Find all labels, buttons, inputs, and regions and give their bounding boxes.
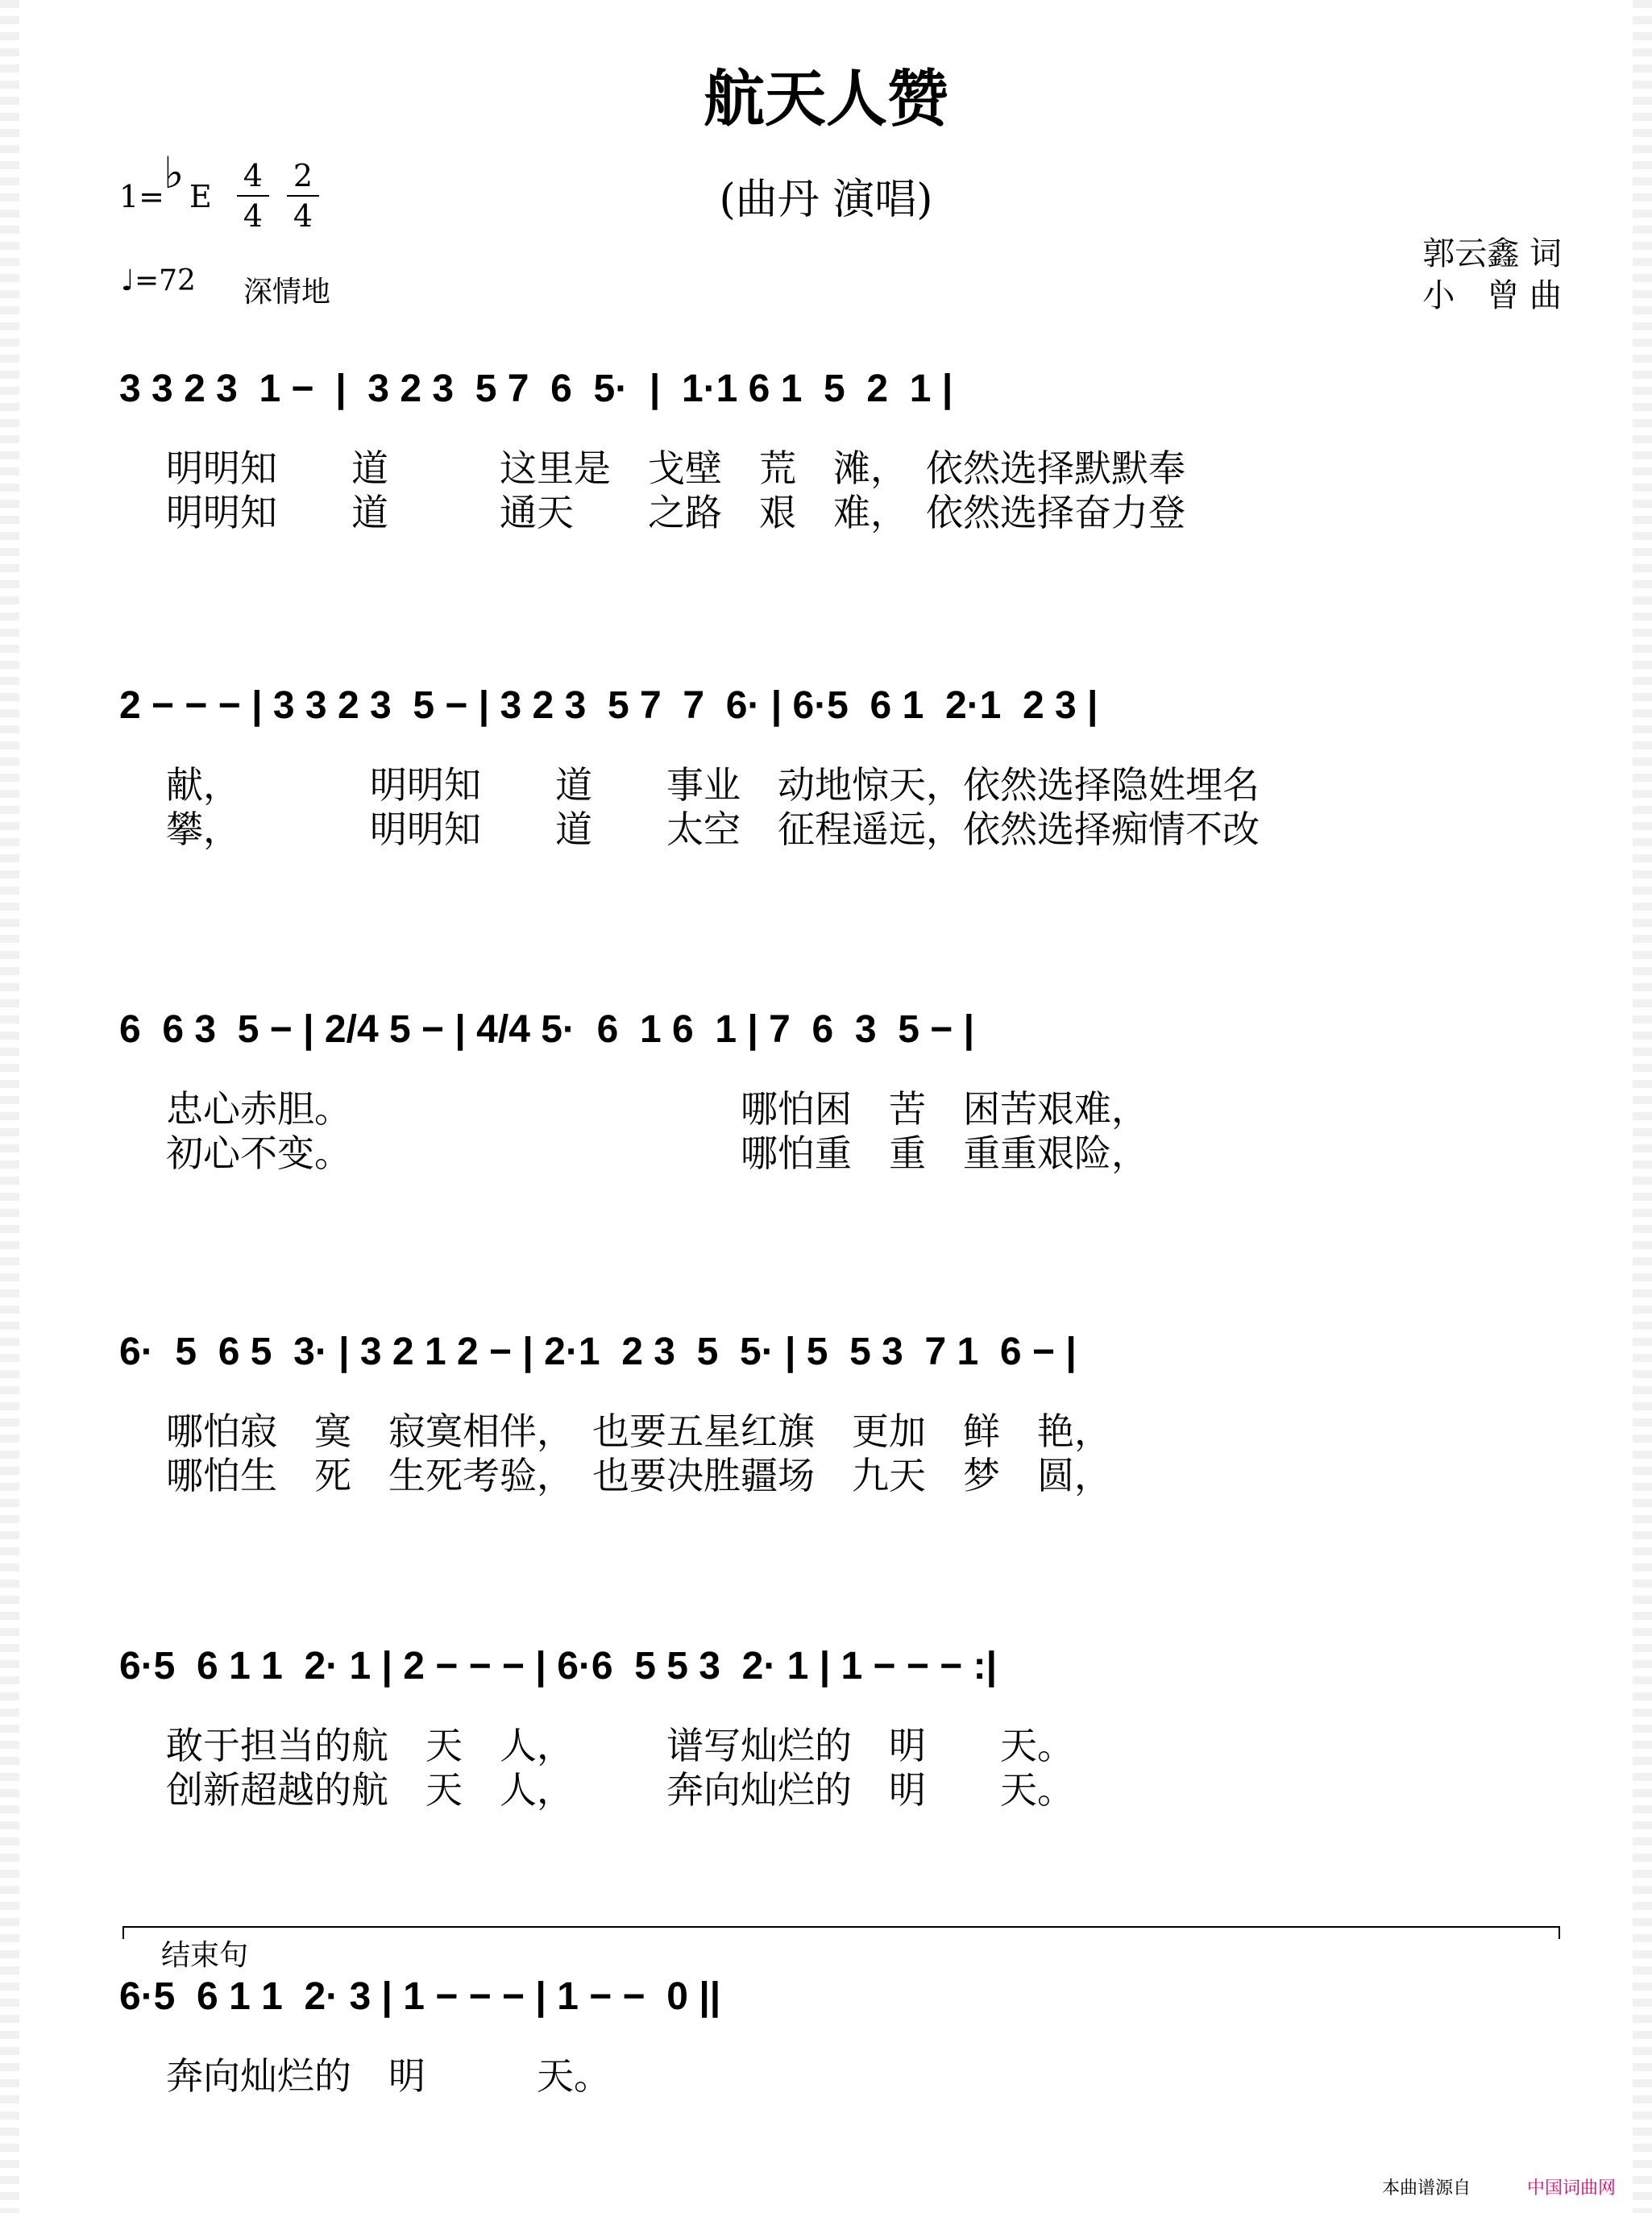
lyrics-verse-1: 献， 明明知 道 事业 动地惊天，依然选择隐姓埋名 (166, 763, 1260, 807)
notation-line: 6·5 6 1 1 2· 3 | 1 − − − | 1 − − 0 || (119, 1975, 721, 2018)
tempo-marking: ♩=72 (121, 264, 196, 297)
quarter-note-icon: ♩ (121, 264, 135, 297)
time-signature-2-4: 2 4 (287, 158, 319, 234)
section-bracket (122, 1926, 1560, 1939)
expression-marking: 深情地 (243, 276, 331, 309)
lyrics-verse-2: 哪怕生 死 生死考验， 也要决胜疆场 九天 梦 圆， (166, 1454, 1111, 1497)
notation-line: 6 6 3 5 − | 2/4 5 − | 4/4 5· 6 1 6 1 | 7 6 3 5 − | (119, 1008, 975, 1051)
composer-credit: 小 曾 曲 (1422, 277, 1562, 314)
key-letter: E (189, 179, 212, 214)
key-prefix: 1= (119, 179, 165, 214)
source-note: 本曲谱源自 (1382, 2178, 1471, 2198)
notation-line: 2 − − − | 3 3 2 3 5 − | 3 2 3 5 7 7 6· | 6·5 6 1 2·1 2 3 | (119, 684, 1098, 727)
lyrics-verse-1: 明明知 道 这里是 戈壁 荒 滩， 依然选择默默奉 (166, 446, 1185, 490)
lyrics-verse-1: 忠心赤胆。 哪怕困 苦 困苦艰难， (166, 1087, 1148, 1131)
time-signature-4-4: 4 4 (237, 158, 269, 234)
lyrics-verse-2: 明明知 道 通天 之路 艰 难， 依然选择奋力登 (166, 491, 1185, 534)
flat-sign-icon: ♭ (164, 147, 185, 198)
lyrics-verse-1: 敢于担当的航 天 人， 谱写灿烂的 明 天。 (166, 1724, 1074, 1767)
lyrics-verse-2: 初心不变。 哪怕重 重 重重艰险， (166, 1131, 1148, 1175)
lyrics-verse-2: 创新超越的航 天 人， 奔向灿烂的 明 天。 (166, 1768, 1074, 1812)
lyrics-verse-2: 攀， 明明知 道 太空 征程遥远，依然选择痴情不改 (166, 808, 1260, 851)
source-site: 中国词曲网 (1527, 2178, 1617, 2198)
right-margin-strip (1633, 0, 1652, 2213)
singer-credit: (曲丹 演唱) (719, 176, 933, 224)
notation-line: 6·5 6 1 1 2· 1 | 2 − − − | 6·6 5 5 3 2· 1 | 1 − − − :| (119, 1645, 998, 1688)
lyrics-verse-1: 哪怕寂 寞 寂寞相伴， 也要五星红旗 更加 鲜 艳， (166, 1410, 1111, 1453)
lyricist-credit: 郭云鑫 词 (1422, 235, 1562, 272)
notation-line: 6· 5 6 5 3· | 3 2 1 2 − | 2·1 2 3 5 5· | 5 5 3 7 1 6 − | (119, 1331, 1077, 1373)
notation-line: 3 3 2 3 1 − | 3 2 3 5 7 6 5· | 1·1 6 1 5 2 1 | (119, 367, 953, 410)
left-margin-strip (0, 0, 19, 2213)
song-title: 航天人赞 (704, 63, 948, 135)
lyrics-verse-1: 奔向灿烂的 明 天。 (166, 2054, 611, 2098)
section-label: 结束句 (161, 1939, 249, 1972)
